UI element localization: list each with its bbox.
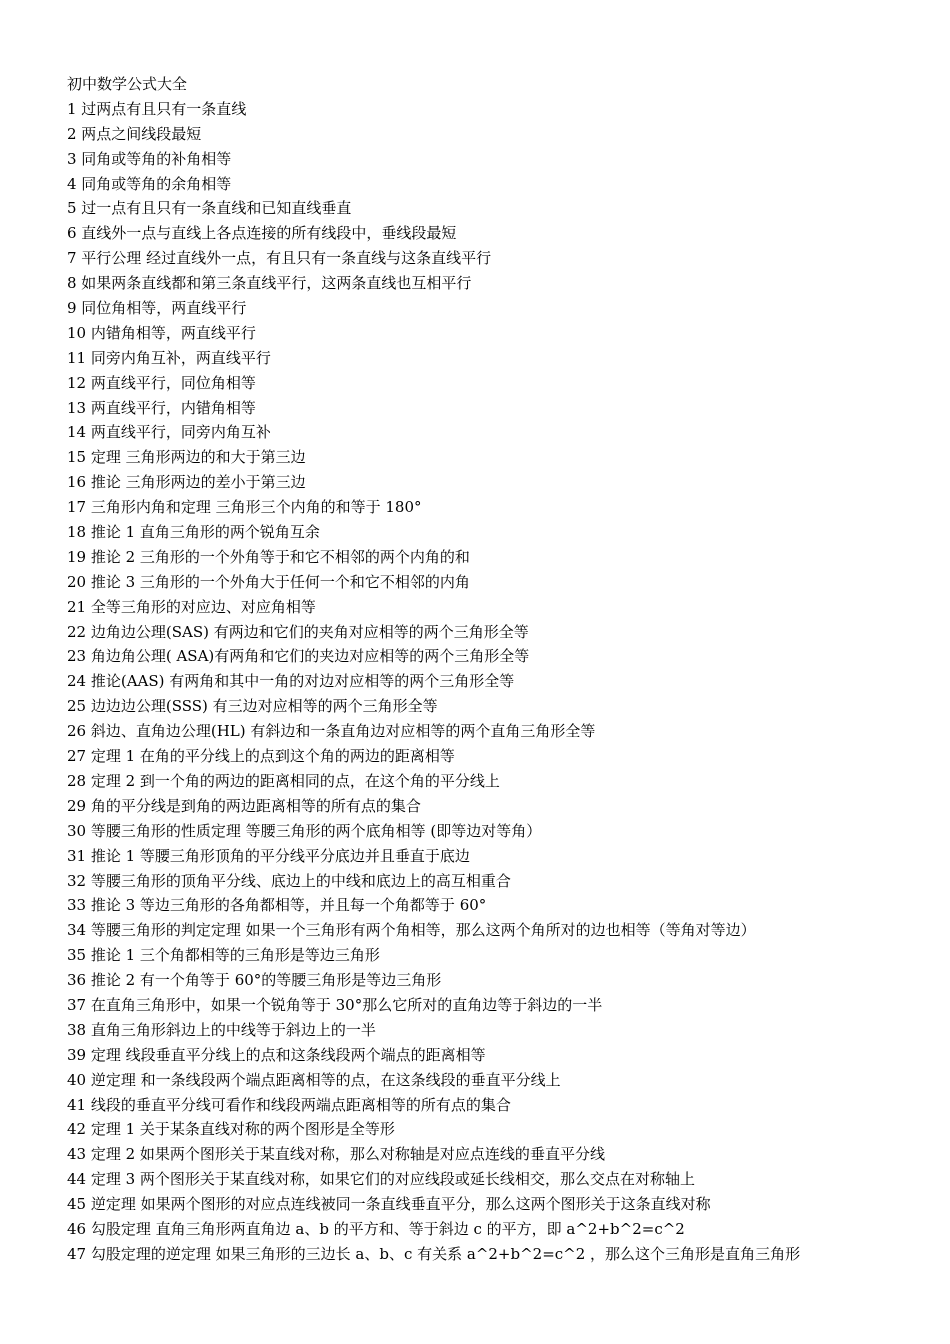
formula-item: 17 三角形内角和定理 三角形三个内角的和等于 180° [67, 498, 422, 517]
formula-item: 13 两直线平行，内错角相等 [67, 398, 256, 417]
formula-item: 4 同角或等角的余角相等 [67, 174, 232, 193]
formula-item: 16 推论 三角形两边的差小于第三边 [67, 473, 306, 492]
formula-item: 27 定理 1 在角的平分线上的点到这个角的两边的距离相等 [67, 747, 455, 766]
formula-item: 20 推论 3 三角形的一个外角大于任何一个和它不相邻的内角 [67, 572, 470, 591]
formula-item: 41 线段的垂直平分线可看作和线段两端点距离相等的所有点的集合 [67, 1095, 511, 1114]
formula-item: 15 定理 三角形两边的和大于第三边 [67, 448, 306, 467]
formula-item: 10 内错角相等，两直线平行 [67, 323, 256, 342]
formula-item: 21 全等三角形的对应边、对应角相等 [67, 597, 316, 616]
formula-item: 44 定理 3 两个图形关于某直线对称，如果它们的对应线段或延长线相交，那么交点在对称轴上 [67, 1170, 695, 1189]
formula-item: 24 推论(AAS) 有两角和其中一角的对边对应相等的两个三角形全等 [67, 672, 515, 691]
formula-item: 2 两点之间线段最短 [67, 124, 202, 143]
formula-item: 42 定理 1 关于某条直线对称的两个图形是全等形 [67, 1120, 395, 1139]
formula-item: 39 定理 线段垂直平分线上的点和这条线段两个端点的距离相等 [67, 1045, 486, 1064]
formula-item: 35 推论 1 三个角都相等的三角形是等边三角形 [67, 946, 380, 965]
formula-item: 31 推论 1 等腰三角形顶角的平分线平分底边并且垂直于底边 [67, 846, 470, 865]
formula-item: 29 角的平分线是到角的两边距离相等的所有点的集合 [67, 796, 421, 815]
formula-item: 6 直线外一点与直线上各点连接的所有线段中，垂线段最短 [67, 224, 457, 243]
document-content [67, 72, 927, 1267]
formula-item: 32 等腰三角形的顶角平分线、底边上的中线和底边上的高互相重合 [67, 871, 511, 890]
formula-item: 3 同角或等角的补角相等 [67, 149, 232, 168]
formula-item: 7 平行公理 经过直线外一点，有且只有一条直线与这条直线平行 [67, 249, 492, 268]
formula-item: 30 等腰三角形的性质定理 等腰三角形的两个底角相等 (即等边对等角） [67, 821, 542, 840]
formula-item: 36 推论 2 有一个角等于 60°的等腰三角形是等边三角形 [67, 971, 442, 990]
formula-item: 22 边角边公理(SAS) 有两边和它们的夹角对应相等的两个三角形全等 [67, 622, 529, 641]
formula-item: 33 推论 3 等边三角形的各角都相等，并且每一个角都等于 60° [67, 896, 487, 915]
formula-item: 23 角边角公理( ASA)有两角和它们的夹边对应相等的两个三角形全等 [67, 647, 530, 666]
formula-item: 26 斜边、直角边公理(HL) 有斜边和一条直角边对应相等的两个直角三角形全等 [67, 722, 596, 741]
formula-item: 1 过两点有且只有一条直线 [67, 99, 247, 118]
formula-list [67, 97, 927, 1267]
formula-item: 18 推论 1 直角三角形的两个锐角互余 [67, 523, 320, 542]
formula-item: 38 直角三角形斜边上的中线等于斜边上的一半 [67, 1020, 376, 1039]
formula-item: 28 定理 2 到一个角的两边的距离相同的点，在这个角的平分线上 [67, 771, 500, 790]
formula-item: 37 在直角三角形中，如果一个锐角等于 30°那么它所对的直角边等于斜边的一半 [67, 995, 603, 1014]
formula-item: 19 推论 2 三角形的一个外角等于和它不相邻的两个内角的和 [67, 547, 470, 566]
formula-item: 34 等腰三角形的判定定理 如果一个三角形有两个角相等，那么这两个角所对的边也相等（等角对等边） [67, 921, 756, 940]
document-title: 初中数学公式大全 [67, 75, 188, 93]
formula-item: 12 两直线平行，同位角相等 [67, 373, 256, 392]
formula-item: 9 同位角相等，两直线平行 [67, 299, 247, 318]
formula-item: 47 勾股定理的逆定理 如果三角形的三边长 a、b、c 有关系 a^2+b^2=c^2 ，那么这个三角形是直角三角形 [67, 1244, 801, 1263]
formula-item: 11 同旁内角互补，两直线平行 [67, 348, 271, 367]
formula-item: 8 如果两条直线都和第三条直线平行，这两条直线也互相平行 [67, 274, 472, 293]
formula-item: 45 逆定理 如果两个图形的对应点连线被同一条直线垂直平分，那么这两个图形关于这条直线对称 [67, 1195, 711, 1214]
formula-item: 5 过一点有且只有一条直线和已知直线垂直 [67, 199, 352, 218]
formula-item: 14 两直线平行，同旁内角互补 [67, 423, 271, 442]
formula-item: 40 逆定理 和一条线段两个端点距离相等的点，在这条线段的垂直平分线上 [67, 1070, 561, 1089]
formula-item: 25 边边边公理(SSS) 有三边对应相等的两个三角形全等 [67, 697, 438, 716]
formula-item: 46 勾股定理 直角三角形两直角边 a、b 的平方和、等于斜边 c 的平方，即 a^2+b^2=c^2 [67, 1219, 685, 1238]
formula-item: 43 定理 2 如果两个图形关于某直线对称，那么对称轴是对应点连线的垂直平分线 [67, 1145, 605, 1164]
